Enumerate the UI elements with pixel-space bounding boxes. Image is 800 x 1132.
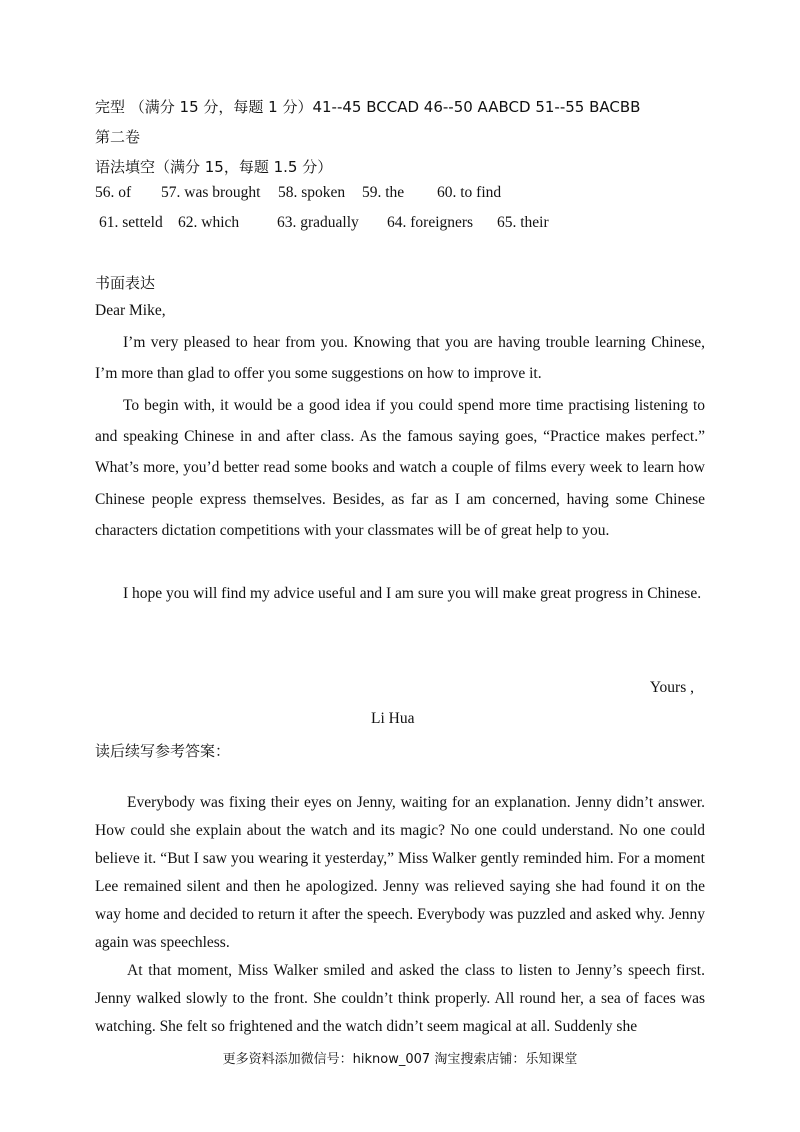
volume-two-heading: 第二卷 xyxy=(95,128,141,146)
answer-item: 57. was brought xyxy=(161,184,261,201)
answer-item: 63. gradually xyxy=(277,214,359,231)
letter-paragraph: I hope you will find my advice useful and I am sure you will make great progress in Chinese. xyxy=(123,585,702,602)
page-footer: 更多资料添加微信号：hiknow_007 淘宝搜索店铺：乐知课堂 xyxy=(222,1052,578,1067)
answer-item: 64. foreigners xyxy=(387,214,474,231)
story-paragraph: Everybody was fixing their eyes on Jenny, waiting for an explanation. Jenny didn’t answer. How could she explain about the watch and its magic? No one could understand. No one could believe it. “But I saw you wearing it yesterday,” Miss Walker gently reminded him. For a moment Lee remained silent and then he apologized. Jenny was relieved saying she had found it on the way home and decided to return it after the speech. Everybody was puzzled and asked why. Jenny again was speechless. xyxy=(95,794,705,951)
answer-item: 62. which xyxy=(178,214,240,231)
story-paragraph: At that moment, Miss Walker smiled and asked the class to listen to Jenny’s speech first. Jenny walked slowly to the front. She couldn’t think properly. All round her, a sea of faces was watching. She felt so frightened and the watch didn’t seem magical at all. Suddenly she xyxy=(95,962,705,1035)
letter-closing: Yours , xyxy=(649,679,694,696)
answer-item: 60. to find xyxy=(437,184,502,201)
answer-item: 61. setteld xyxy=(99,214,163,231)
writing-heading: 书面表达 xyxy=(95,274,156,292)
answer-item: 56. of xyxy=(95,184,132,201)
answer-item: 58. spoken xyxy=(278,184,346,201)
continuation-heading: 读后续写参考答案： xyxy=(95,742,231,760)
cloze-answers-heading: 完型 （满分 15 分，每题 1 分）41--45 BCCAD 46--50 AABCD 51--55 BACBB xyxy=(95,98,641,116)
letter-salutation: Dear Mike, xyxy=(95,302,166,319)
letter-paragraph: To begin with, it would be a good idea if you could spend more time practising listening to and speaking Chinese in and after class. As the famous saying goes, “Practice makes perfect.” What’s more, you’d better read some books and watch a couple of films every week to learn how Chinese people express themselves. Besides, as far as I am concerned, having some Chinese characters dictation competitions with your classmates will be of great help to you. xyxy=(95,397,705,539)
answer-item: 59. the xyxy=(362,184,405,201)
grammar-heading: 语法填空（满分 15，每题 1.5 分） xyxy=(95,158,333,176)
grammar-answers-row-1 xyxy=(95,184,501,202)
answer-item: 65. their xyxy=(497,214,549,231)
grammar-answers-row-2 xyxy=(99,214,549,232)
letter-signature: Li Hua xyxy=(371,710,415,727)
letter-paragraph: I’m very pleased to hear from you. Knowing that you are having trouble learning Chinese, I’m more than glad to offer you some suggestions on how to improve it. xyxy=(95,334,705,383)
